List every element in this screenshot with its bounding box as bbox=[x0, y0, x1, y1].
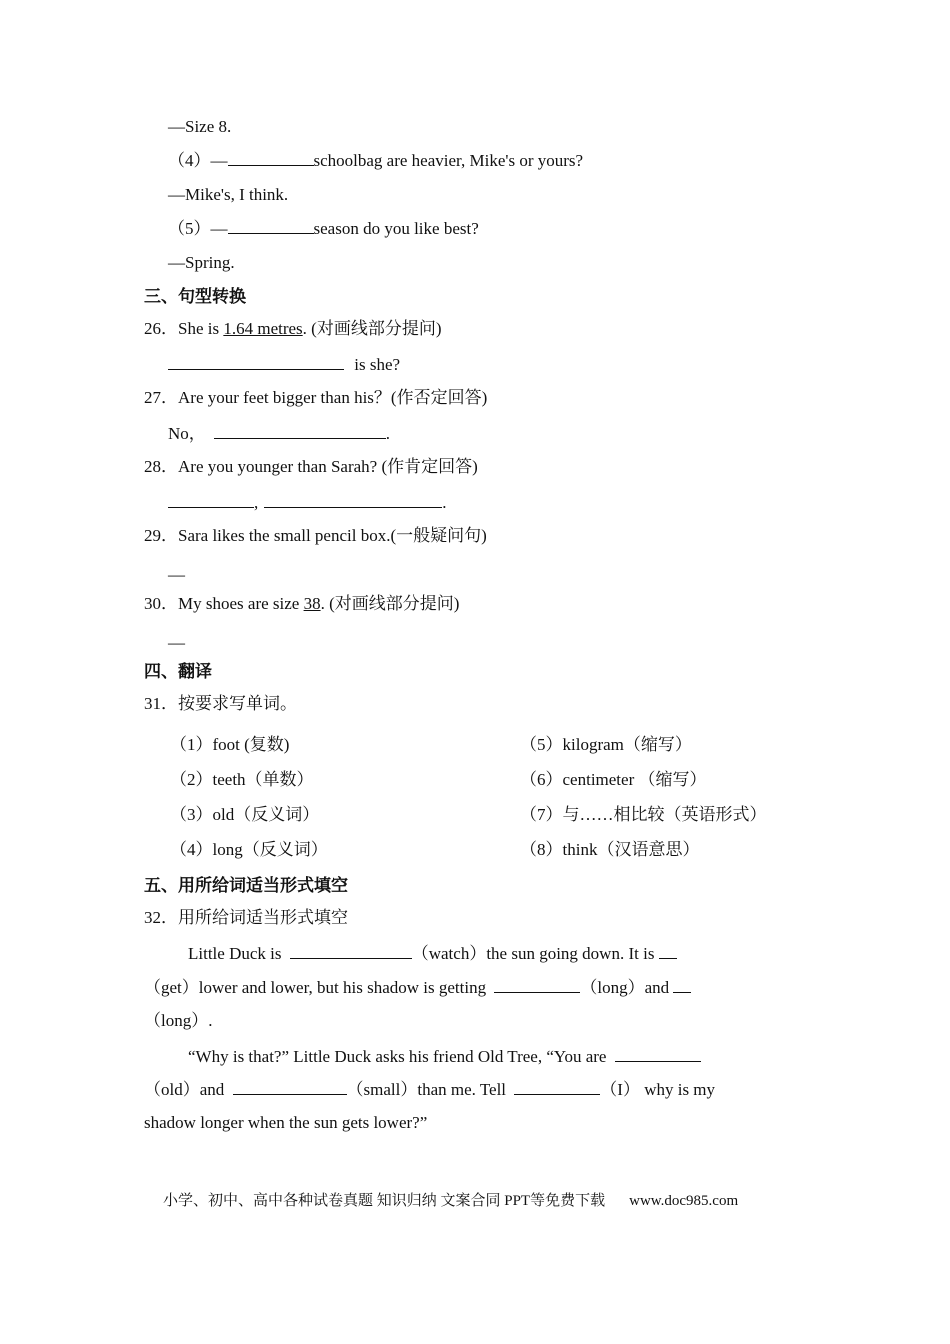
answer-punct: . bbox=[385, 424, 391, 443]
question-number: 32． bbox=[144, 908, 178, 927]
question-text: My shoes are size bbox=[178, 594, 304, 613]
answer-line bbox=[168, 491, 447, 514]
passage-line: shadow longer when the sun gets lower?” bbox=[144, 1113, 428, 1132]
section-heading: 三、句型转换 bbox=[144, 287, 246, 307]
answer-blank[interactable] bbox=[168, 491, 254, 508]
passage-text: （long）and bbox=[580, 978, 674, 997]
answer-blank[interactable] bbox=[494, 976, 580, 993]
answer-line: —Spring. bbox=[168, 253, 235, 272]
word-item: （2）teeth（单数） bbox=[170, 770, 314, 789]
footer-link[interactable]: www.doc985.com bbox=[629, 1193, 739, 1209]
answer-text: is she? bbox=[350, 355, 401, 374]
question-number: 30． bbox=[144, 594, 178, 613]
question-number: 31． bbox=[144, 694, 178, 713]
answer-dash[interactable]: — bbox=[168, 633, 185, 652]
answer-blank[interactable] bbox=[228, 217, 314, 234]
question-27 bbox=[144, 387, 487, 409]
word-item: （7）与……相比较（英语形式） bbox=[520, 805, 767, 824]
answer-punct: . bbox=[442, 493, 447, 512]
item-text: season do you like best? bbox=[313, 219, 479, 238]
answer-blank[interactable] bbox=[228, 149, 314, 166]
question-32 bbox=[144, 907, 348, 929]
section-heading: 四、翻译 bbox=[144, 662, 212, 682]
question-26 bbox=[144, 318, 442, 340]
answer-dash[interactable]: — bbox=[168, 565, 185, 584]
passage-text: （get）lower and lower, but his shadow is getting bbox=[144, 978, 491, 997]
question-number: 26． bbox=[144, 319, 178, 338]
answer-blank[interactable] bbox=[264, 491, 442, 508]
answer-blank[interactable] bbox=[659, 942, 677, 959]
question-number: 28． bbox=[144, 457, 178, 476]
section-heading: 五、用所给词适当形式填空 bbox=[144, 876, 348, 896]
question-instruction: . (对画线部分提问) bbox=[320, 594, 460, 613]
question-text: She is bbox=[178, 319, 224, 338]
passage-line bbox=[188, 942, 677, 965]
answer-blank[interactable] bbox=[233, 1078, 347, 1095]
footer-text: 小学、初中、高中各种试卷真题 知识归纳 文案合同 PPT等免费下载 bbox=[163, 1193, 606, 1209]
question-item bbox=[168, 149, 583, 172]
item-text: schoolbag are heavier, Mike's or yours? bbox=[313, 151, 584, 170]
answer-line bbox=[168, 353, 400, 376]
question-text: 按要求写单词。 bbox=[178, 694, 297, 713]
item-prefix: （4）— bbox=[168, 151, 228, 170]
word-item: （6）centimeter （缩写） bbox=[520, 770, 707, 789]
passage-line bbox=[144, 1078, 715, 1101]
passage-line: （long）. bbox=[144, 1011, 213, 1030]
question-number: 29． bbox=[144, 526, 178, 545]
question-item bbox=[168, 217, 479, 240]
underlined-text: 1.64 metres bbox=[223, 319, 303, 338]
item-prefix: （5）— bbox=[168, 219, 228, 238]
passage-text: （old）and bbox=[144, 1080, 229, 1099]
question-text: Are your feet bigger than his？(作否定回答) bbox=[178, 388, 488, 407]
question-number: 27． bbox=[144, 388, 178, 407]
answer-blank[interactable] bbox=[168, 353, 344, 370]
answer-blank[interactable] bbox=[514, 1078, 600, 1095]
answer-line bbox=[168, 422, 390, 445]
answer-blank[interactable] bbox=[214, 422, 386, 439]
word-item: （3）old（反义词） bbox=[170, 805, 320, 824]
passage-text: （I） why is my bbox=[600, 1080, 716, 1099]
word-item: （8）think（汉语意思） bbox=[520, 840, 700, 859]
word-item: （5）kilogram（缩写） bbox=[520, 735, 692, 754]
question-29 bbox=[144, 525, 487, 547]
underlined-text: 38 bbox=[303, 594, 321, 613]
word-item: （4）long（反义词） bbox=[170, 840, 328, 859]
passage-text: Little Duck is bbox=[188, 944, 286, 963]
passage-line bbox=[188, 1045, 701, 1068]
answer-punct: , bbox=[254, 493, 259, 512]
answer-blank[interactable] bbox=[615, 1045, 701, 1062]
answer-line: —Size 8. bbox=[168, 117, 232, 136]
passage-text: “Why is that?” Little Duck asks his friend Old Tree, “You are bbox=[188, 1047, 611, 1066]
question-text: Are you younger than Sarah? (作肯定回答) bbox=[178, 457, 478, 476]
passage-line bbox=[144, 976, 691, 999]
answer-blank[interactable] bbox=[673, 976, 691, 993]
question-text: Sara likes the small pencil box.(一般疑问句) bbox=[178, 526, 487, 545]
answer-line: —Mike's, I think. bbox=[168, 185, 289, 204]
passage-text: （watch）the sun going down. It is bbox=[411, 944, 659, 963]
question-text: 用所给词适当形式填空 bbox=[178, 908, 348, 927]
question-31 bbox=[144, 693, 297, 715]
footer bbox=[163, 1190, 738, 1212]
answer-blank[interactable] bbox=[290, 942, 412, 959]
question-30 bbox=[144, 593, 459, 615]
question-28 bbox=[144, 456, 478, 478]
question-instruction: . (对画线部分提问) bbox=[302, 319, 442, 338]
passage-text: （small）than me. Tell bbox=[346, 1080, 511, 1099]
word-item: （1）foot (复数) bbox=[170, 735, 290, 754]
answer-text: No， bbox=[168, 424, 206, 443]
